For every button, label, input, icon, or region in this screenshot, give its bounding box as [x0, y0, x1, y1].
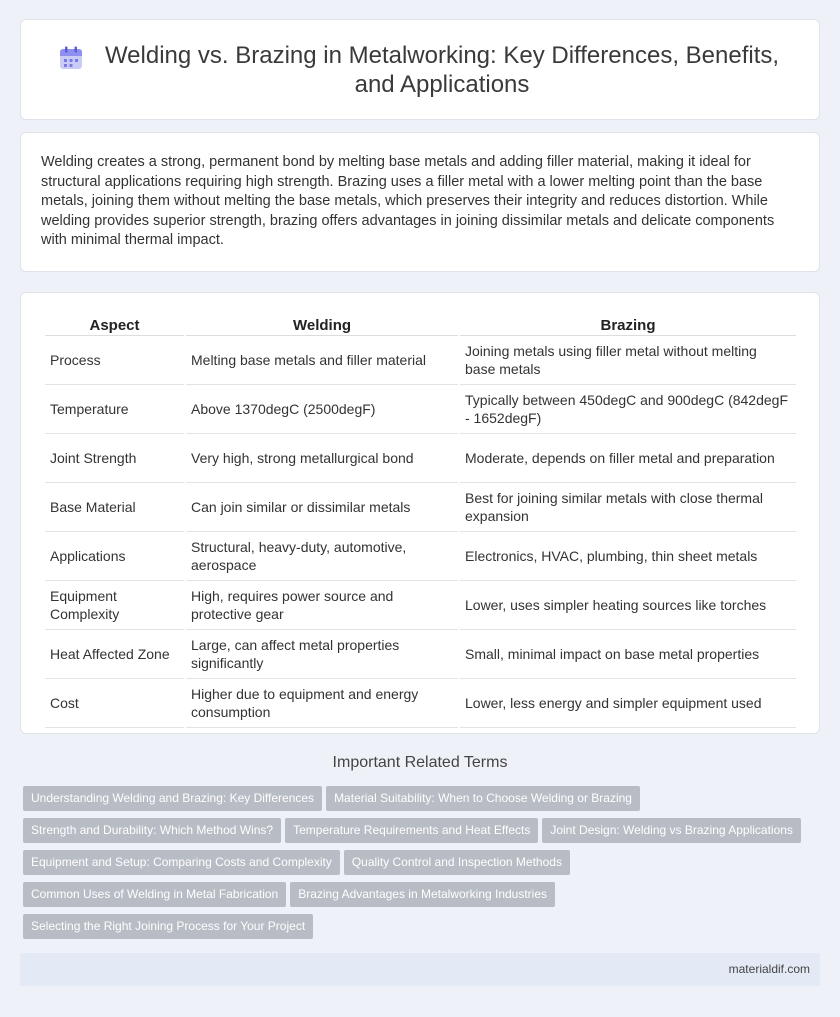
- header-aspect: Aspect: [45, 311, 184, 336]
- aspect-cell: Equipment Complexity: [45, 581, 184, 630]
- related-terms-heading: Important Related Terms: [332, 754, 508, 771]
- welding-cell: Large, can affect metal properties significantly: [186, 630, 458, 679]
- page-title: Welding vs. Brazing in Metalworking: Key Differences, Benefits, and Applications: [104, 41, 780, 98]
- brazing-cell: Joining metals using filler metal without melting base metals: [460, 336, 796, 385]
- related-term-tag[interactable]: Brazing Advantages in Metalworking Industries: [290, 882, 555, 907]
- table-row: [45, 679, 796, 728]
- footer-site-link[interactable]: materialdif.com: [728, 962, 810, 976]
- brazing-cell: Electronics, HVAC, plumbing, thin sheet metals: [460, 532, 796, 581]
- related-term-tag[interactable]: Understanding Welding and Brazing: Key Differences: [23, 786, 322, 811]
- welding-cell: Above 1370degC (2500degF): [186, 385, 458, 434]
- intro-text: Welding creates a strong, permanent bond by melting base metals and adding filler material, making it ideal for structural applications requiring high strength. Brazing uses a filler metal with a lower melting point than the base metals, joining them without melting the base metals, which preserves their integrity and reduces distortion. While welding provides superior strength, brazing offers advantages in joining dissimilar metals and delicate components with minimal thermal impact.: [41, 154, 775, 248]
- table-row: [45, 532, 796, 581]
- brazing-cell: Small, minimal impact on base metal properties: [460, 630, 796, 679]
- welding-cell: Higher due to equipment and energy consumption: [186, 679, 458, 728]
- table-row: [45, 336, 796, 385]
- aspect-cell: Temperature: [45, 385, 184, 434]
- table-row: [45, 483, 796, 532]
- aspect-cell: Applications: [45, 532, 184, 581]
- related-term-tag[interactable]: Equipment and Setup: Comparing Costs and Complexity: [23, 850, 340, 875]
- related-terms-list: [23, 786, 823, 946]
- brazing-cell: Lower, less energy and simpler equipment used: [460, 679, 796, 728]
- comparison-table: [43, 311, 798, 728]
- related-term-tag[interactable]: Common Uses of Welding in Metal Fabrication: [23, 882, 286, 907]
- table-row: [45, 630, 796, 679]
- related-term-tag[interactable]: Quality Control and Inspection Methods: [344, 850, 570, 875]
- header-card: [20, 19, 820, 120]
- related-term-tag[interactable]: Temperature Requirements and Heat Effects: [285, 818, 538, 843]
- brazing-cell: Lower, uses simpler heating sources like torches: [460, 581, 796, 630]
- brazing-cell: Typically between 450degC and 900degC (842degF - 1652degF): [460, 385, 796, 434]
- header-brazing: Brazing: [460, 311, 796, 336]
- calendar-icon: [58, 45, 84, 71]
- welding-cell: Very high, strong metallurgical bond: [186, 434, 458, 483]
- welding-cell: Can join similar or dissimilar metals: [186, 483, 458, 532]
- related-term-tag[interactable]: Joint Design: Welding vs Brazing Applications: [542, 818, 801, 843]
- aspect-cell: Joint Strength: [45, 434, 184, 483]
- related-term-tag[interactable]: Selecting the Right Joining Process for Your Project: [23, 914, 313, 939]
- welding-cell: Melting base metals and filler material: [186, 336, 458, 385]
- aspect-cell: Process: [45, 336, 184, 385]
- aspect-cell: Cost: [45, 679, 184, 728]
- comparison-table-card: [20, 292, 820, 734]
- related-term-tag[interactable]: Strength and Durability: Which Method Wins?: [23, 818, 281, 843]
- intro-card: [20, 132, 820, 272]
- table-row: [45, 581, 796, 630]
- table-header-row: [45, 311, 796, 336]
- header-welding: Welding: [186, 311, 458, 336]
- aspect-cell: Base Material: [45, 483, 184, 532]
- table-row: [45, 434, 796, 483]
- brazing-cell: Moderate, depends on filler metal and preparation: [460, 434, 796, 483]
- related-term-tag[interactable]: Material Suitability: When to Choose Welding or Brazing: [326, 786, 640, 811]
- welding-cell: Structural, heavy-duty, automotive, aerospace: [186, 532, 458, 581]
- table-row: [45, 385, 796, 434]
- brazing-cell: Best for joining similar metals with close thermal expansion: [460, 483, 796, 532]
- welding-cell: High, requires power source and protective gear: [186, 581, 458, 630]
- footer: [20, 953, 820, 986]
- aspect-cell: Heat Affected Zone: [45, 630, 184, 679]
